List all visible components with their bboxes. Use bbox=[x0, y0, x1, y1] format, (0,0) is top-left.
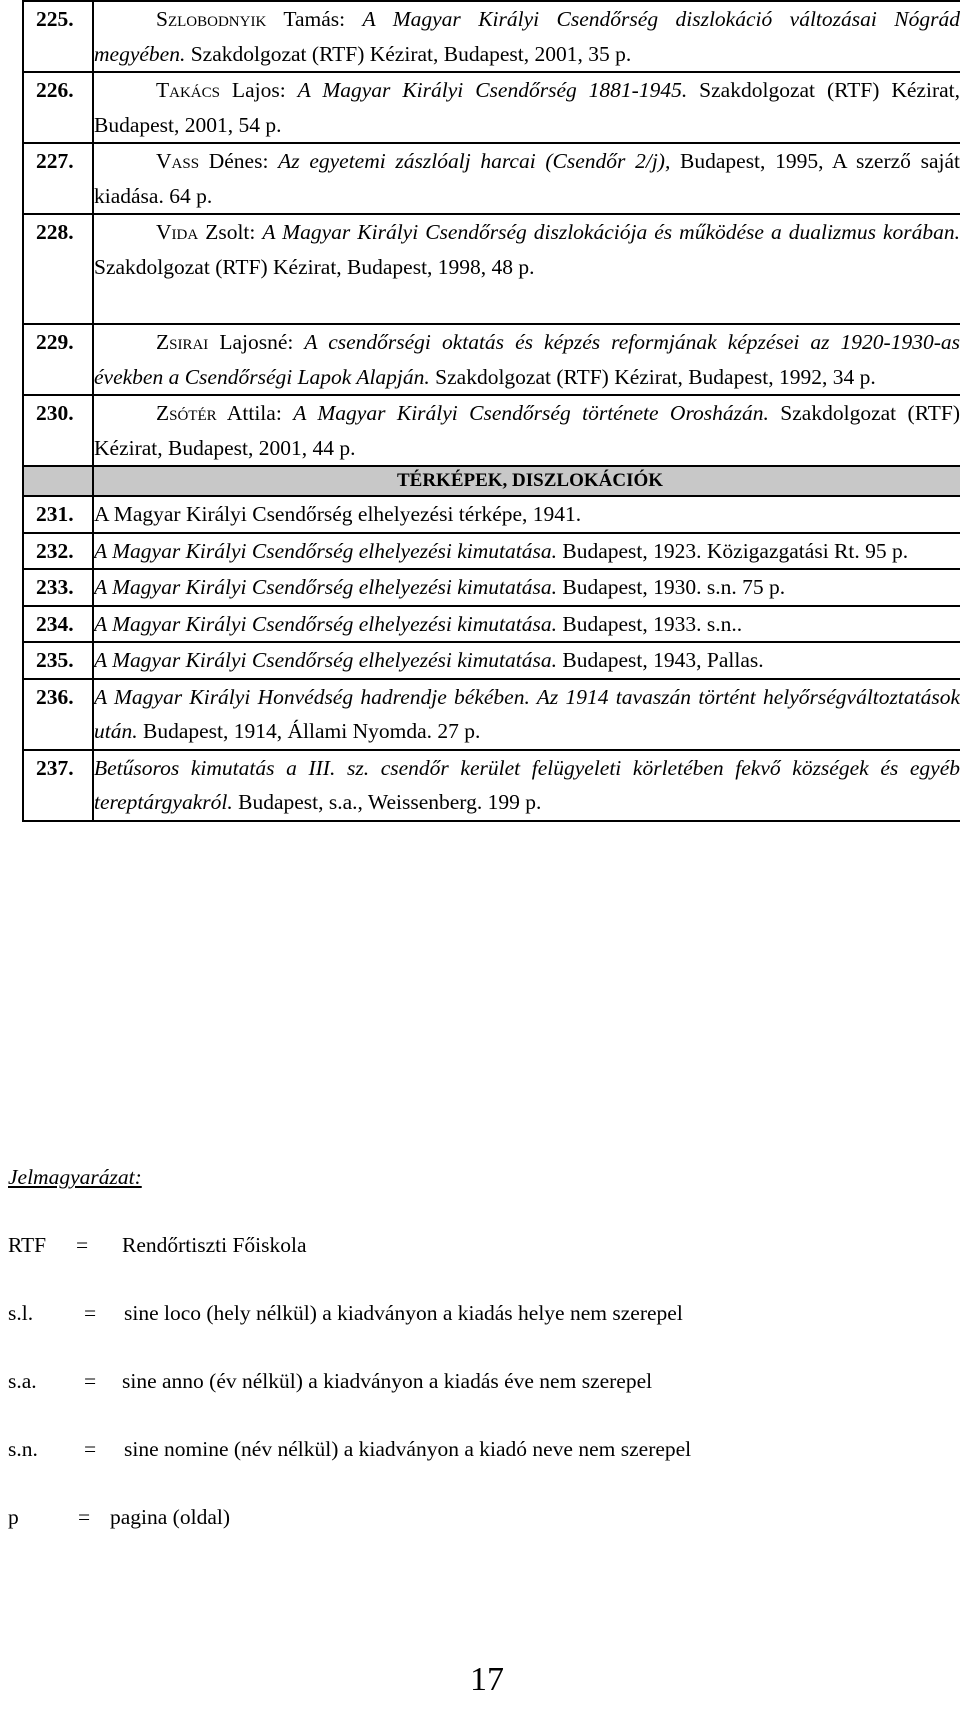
entry-number: 231. bbox=[23, 496, 93, 533]
entry-title: A Magyar Királyi Csendőrség diszlokációja és működése a dualizmus korában. bbox=[262, 220, 960, 244]
table-row bbox=[23, 1, 960, 72]
legend-eq: = bbox=[84, 1301, 97, 1325]
legend-abbr: s.a. bbox=[8, 1369, 37, 1393]
legend-eq: = bbox=[76, 1233, 89, 1257]
table-row bbox=[23, 750, 960, 821]
entry-tail: Szakdolgozat (RTF) Kézirat, Budapest, 2001, 44 p. bbox=[94, 401, 960, 460]
legend-eq: = bbox=[84, 1437, 97, 1461]
entry-author: Vass bbox=[156, 149, 200, 173]
entry-author-rest: Dénes: bbox=[199, 149, 279, 173]
entry-author: Zsótér bbox=[156, 401, 217, 425]
legend-def: Rendőrtiszti Főiskola bbox=[122, 1233, 307, 1257]
table-row bbox=[23, 569, 960, 606]
entry-tail: A Magyar Királyi Csendőrség elhelyezési térképe, 1941. bbox=[94, 502, 582, 526]
entry-number: 227. bbox=[23, 143, 93, 214]
table-row bbox=[23, 72, 960, 143]
legend-abbr: s.l. bbox=[8, 1301, 34, 1325]
table-row bbox=[23, 143, 960, 214]
legend-abbr: RTF bbox=[8, 1233, 47, 1257]
table-row bbox=[23, 214, 960, 324]
entry-title: A Magyar Királyi Honvédség hadrendje békében. Az 1914 tavaszán történt helyőrségváltoztatások után. bbox=[94, 684, 960, 743]
entry-number: 233. bbox=[23, 569, 93, 606]
entry-tail: Budapest, s.a., Weissenberg. 199 p. bbox=[232, 790, 542, 814]
legend-abbr: p bbox=[8, 1505, 19, 1529]
table-row bbox=[23, 679, 960, 750]
entry-tail: Budapest, 1933. s.n.. bbox=[557, 611, 743, 636]
entry-author-rest: Lajos: bbox=[219, 78, 298, 102]
entry-text bbox=[93, 533, 960, 570]
table-row bbox=[23, 642, 960, 679]
entry-author-rest: Zsolt: bbox=[198, 220, 263, 244]
entry-number: 229. bbox=[23, 324, 93, 395]
entry-tail: Szakdolgozat (RTF) Kézirat, Budapest, 1998, 48 p. bbox=[94, 254, 535, 279]
entry-title: A Magyar Királyi Csendőrség elhelyezési kimutatása. bbox=[94, 648, 557, 672]
entry-title: A Magyar Királyi Csendőrség elhelyezési kimutatása. bbox=[94, 611, 557, 636]
entry-text bbox=[93, 1, 960, 72]
entry-author-rest: Lajosné: bbox=[208, 330, 305, 354]
entry-text bbox=[93, 395, 960, 466]
entry-number: 234. bbox=[23, 606, 93, 643]
entry-tail: Budapest, 1914, Állami Nyomda. 27 p. bbox=[137, 719, 481, 743]
table-row bbox=[23, 606, 960, 643]
table-row bbox=[23, 324, 960, 395]
entry-text bbox=[93, 496, 960, 533]
table-row bbox=[23, 533, 960, 570]
entry-number: 225. bbox=[23, 1, 93, 72]
section-heading-spacer bbox=[23, 466, 93, 496]
entry-title: A Magyar Királyi Csendőrség története Orosházán. bbox=[293, 401, 769, 425]
section-heading: TÉRKÉPEK, DISZLOKÁCIÓK bbox=[93, 466, 960, 496]
legend-def: sine nomine (név nélkül) a kiadványon a kiadó neve nem szerepel bbox=[124, 1437, 692, 1461]
entry-tail: Budapest, 1923. Közigazgatási Rt. 95 p. bbox=[557, 538, 909, 563]
legend-def: sine loco (hely nélkül) a kiadványon a kiadás helye nem szerepel bbox=[124, 1301, 683, 1325]
table-row bbox=[23, 496, 960, 533]
entry-author-rest: Attila: bbox=[216, 401, 294, 425]
page-number: 17 bbox=[470, 1661, 504, 1698]
entry-tail: Budapest, 1943, Pallas. bbox=[557, 648, 764, 672]
section-heading-row bbox=[23, 466, 960, 496]
entry-title: A Magyar Királyi Csendőrség elhelyezési kimutatása. bbox=[94, 575, 557, 599]
entry-author: Szlobodnyik bbox=[156, 7, 267, 31]
entry-number: 232. bbox=[23, 533, 93, 570]
entry-text bbox=[93, 750, 960, 821]
legend-abbr: s.n. bbox=[8, 1437, 38, 1461]
entry-title: A Magyar Királyi Csendőrség elhelyezési kimutatása. bbox=[94, 538, 557, 563]
entry-text bbox=[93, 72, 960, 143]
entry-number: 226. bbox=[23, 72, 93, 143]
entry-author: Takács bbox=[156, 78, 220, 102]
entry-number: 236. bbox=[23, 679, 93, 750]
entry-title: Betűsoros kimutatás a III. sz. csendőr kerület felügyeleti körletében fekvő községek és egyéb tereptárgyakról. bbox=[94, 755, 960, 814]
entry-tail: Szakdolgozat (RTF) Kézirat, Budapest, 1992, 34 p. bbox=[429, 364, 876, 389]
entry-text bbox=[93, 679, 960, 750]
entry-text bbox=[93, 606, 960, 643]
bibliography-table bbox=[22, 0, 960, 822]
entry-title: A csendőrségi oktatás és képzés reformjának képzései az 1920-1930-as években a Csendőrségi Lapok Alapján. bbox=[94, 330, 960, 389]
entry-tail: Szakdolgozat (RTF) Kézirat, Budapest, 2001, 35 p. bbox=[185, 41, 632, 66]
entry-text bbox=[93, 569, 960, 606]
entry-number: 228. bbox=[23, 214, 93, 324]
entry-number: 237. bbox=[23, 750, 93, 821]
entry-tail: Budapest, 1930. s.n. 75 p. bbox=[557, 575, 786, 599]
entry-title: A Magyar Királyi Csendőrség 1881-1945. bbox=[297, 78, 688, 102]
entry-title: A Magyar Királyi Csendőrség diszlokáció változásai Nógrád megyében. bbox=[94, 7, 960, 66]
entry-text bbox=[93, 143, 960, 214]
entry-text bbox=[93, 642, 960, 679]
entry-tail: Budapest, 1995, A szerző saját kiadása. 64 p. bbox=[94, 149, 960, 208]
legend-title: Jelmagyarázat: bbox=[8, 1165, 142, 1189]
entry-tail: Szakdolgozat (RTF) Kézirat, Budapest, 2001, 54 p. bbox=[94, 78, 960, 137]
entry-author: Vida bbox=[156, 220, 199, 244]
legend-eq: = bbox=[78, 1505, 91, 1529]
legend-def: sine anno (év nélkül) a kiadványon a kiadás éve nem szerepel bbox=[122, 1369, 653, 1393]
entry-title: Az egyetemi zászlóalj harcai (Csendőr 2/j), bbox=[278, 149, 671, 173]
entry-text bbox=[93, 324, 960, 395]
entry-text bbox=[93, 214, 960, 324]
entry-author-rest: Tamás: bbox=[266, 7, 363, 31]
table-row bbox=[23, 395, 960, 466]
entry-author: Zsirai bbox=[156, 330, 209, 354]
entry-number: 235. bbox=[23, 642, 93, 679]
entry-number: 230. bbox=[23, 395, 93, 466]
legend-def: pagina (oldal) bbox=[110, 1505, 230, 1529]
legend-eq: = bbox=[84, 1369, 97, 1393]
